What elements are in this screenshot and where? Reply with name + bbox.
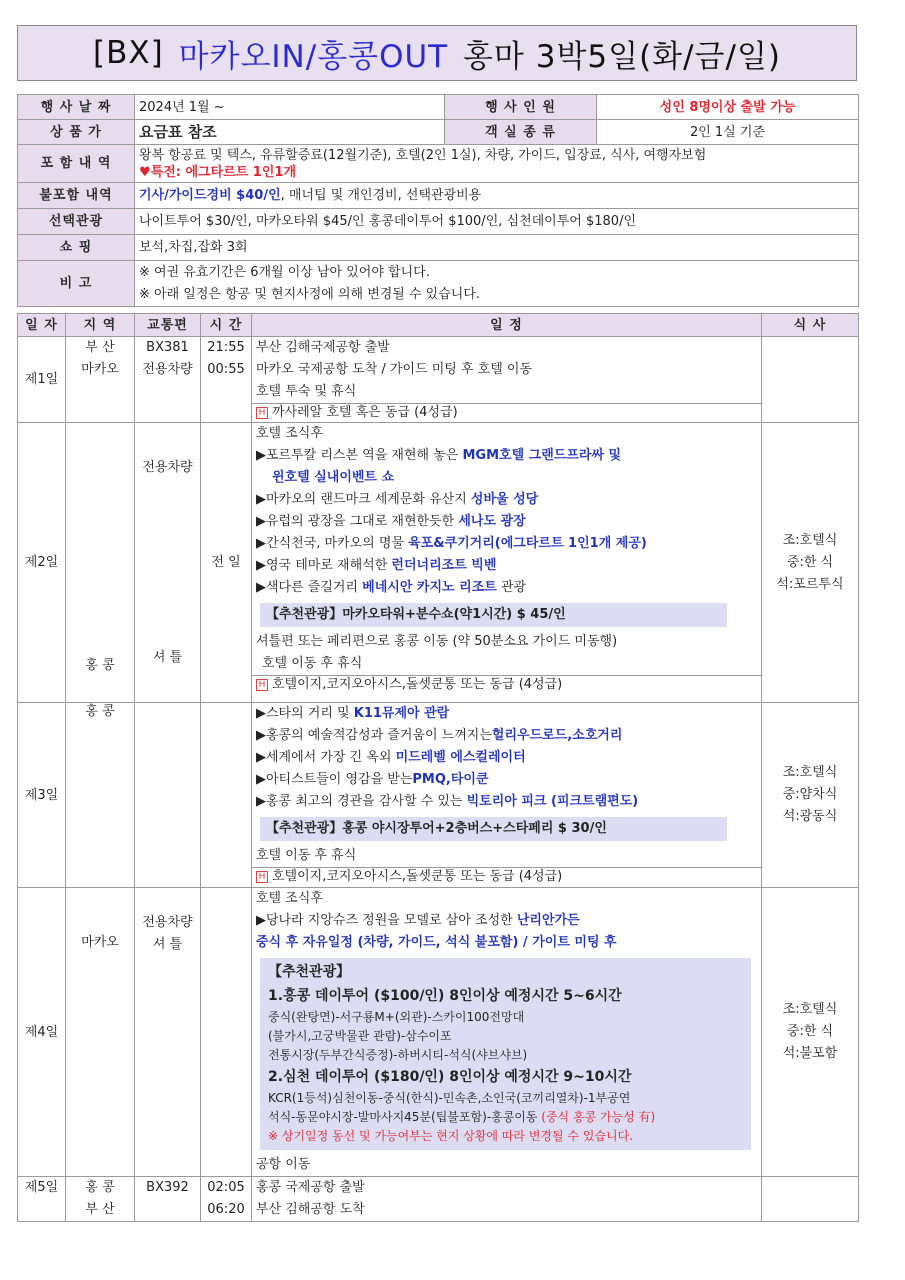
day-1-hotel-text: 까사레알 호텔 혹은 동급 (4성급) bbox=[272, 405, 458, 420]
day-4-breakfast: 조:호텔식 bbox=[782, 1002, 838, 1017]
day-4-rec-title: 【추천관광】 bbox=[268, 964, 351, 980]
day-2-line-2-text: ▶마카오의 랜드마크 세계문화 유산지 bbox=[256, 492, 471, 507]
day-5-place-1: 홍 콩 bbox=[85, 1180, 115, 1195]
day-2-line-5-hl: 런더너리조트 빅벤 bbox=[391, 558, 497, 573]
value-note bbox=[135, 261, 859, 307]
day-2-move: 셔틀편 또는 페리편으로 홍콩 이동 (약 50분소요 가이드 미동행) bbox=[256, 634, 618, 649]
day-3-meal bbox=[762, 703, 859, 888]
value-include bbox=[135, 145, 859, 183]
header-transport: 교통편 bbox=[135, 314, 201, 337]
day-5-time-2: 06:20 bbox=[207, 1202, 245, 1217]
day-4-rec-1a: 중식(완탕면)-서구룡M+(외관)-스카이100전망대 bbox=[268, 1010, 525, 1024]
day-1-flight: BX381 bbox=[146, 340, 189, 355]
day-4-transport bbox=[135, 888, 201, 1177]
day-1-line-1: 부산 김해국제공항 출발 bbox=[256, 340, 390, 355]
day-2-line-6-end: 관광 bbox=[496, 580, 527, 595]
note-2: ※ 아래 일정은 항공 및 현지사정에 의해 변경될 수 있습니다. bbox=[139, 286, 481, 302]
day-5-line-2: 부산 김해공항 도착 bbox=[256, 1202, 365, 1217]
day-3-line-5-text: ▶홍콩 최고의 경관을 감사할 수 있는 bbox=[256, 794, 467, 809]
day-2-line-6 bbox=[256, 577, 757, 599]
day-2-lunch: 중:한 식 bbox=[786, 554, 834, 570]
exclude-fee: 기사/가이드경비 $40/인 bbox=[139, 188, 281, 203]
day-2-line-3-text: ▶유럽의 광장을 그대로 재현한듯한 bbox=[256, 514, 459, 529]
label-exclude: 불포함 내역 bbox=[18, 183, 135, 209]
label-include: 포 함 내 역 bbox=[18, 145, 135, 183]
day-4-rec-1: 1.홍콩 데이투어 ($100/인) 8인이상 예정시간 5~6시간 bbox=[268, 988, 622, 1004]
day-3-line-1-hl: K11뮤제아 관람 bbox=[353, 706, 450, 721]
day-1-meal bbox=[762, 337, 859, 423]
day-4-recommend bbox=[260, 958, 751, 1150]
day-4-lunch: 중:한 식 bbox=[786, 1024, 834, 1039]
header-time: 시 간 bbox=[201, 314, 252, 337]
day-4-line-2: 중식 후 자유일정 (차량, 가이드, 석식 불포함) / 가이트 미팅 후 bbox=[256, 935, 617, 950]
day-2-row bbox=[18, 423, 859, 703]
day-5-label: 제5일 bbox=[18, 1177, 66, 1222]
day-2-line-5 bbox=[256, 555, 757, 577]
value-people: 성인 8명이상 출발 가능 bbox=[597, 95, 859, 120]
day-3-breakfast: 조:호텔식 bbox=[782, 765, 838, 780]
day-3-line-1-text: ▶스타의 거리 및 bbox=[256, 706, 354, 721]
day-2-recommend: 【추천관광】마카오타워+분수쇼(약1시간) $ 45/인 bbox=[260, 603, 727, 627]
day-2-line-2 bbox=[256, 489, 757, 511]
day-4-rec-1c: 전통시장(두부간식증정)-하버시티-석식(샤브샤브) bbox=[268, 1048, 528, 1062]
day-3-line-3-text: ▶세계에서 가장 긴 옥외 bbox=[256, 750, 396, 765]
value-room: 2인 1실 기준 bbox=[597, 120, 859, 145]
day-3-line-2-hl: 헐리우드로드,소호거리 bbox=[491, 728, 623, 743]
day-2-line-6-text: ▶색다른 즐길거리 bbox=[256, 580, 363, 595]
day-5-line-1: 홍콩 국제공항 출발 bbox=[256, 1180, 365, 1195]
day-1-label: 제1일 bbox=[18, 337, 66, 423]
day-1-row bbox=[18, 337, 859, 423]
day-3-line-2-text: ▶홍콩의 예술적감성과 즐거움이 느껴지는 bbox=[256, 728, 492, 743]
day-2-meal bbox=[762, 423, 859, 703]
day-3-line-4-hl: PMQ,타이쿤 bbox=[412, 772, 489, 787]
day-3-line-3 bbox=[256, 747, 757, 769]
day-4-time bbox=[201, 888, 252, 1177]
day-3-label: 제3일 bbox=[18, 703, 66, 888]
value-price: 요금표 참조 bbox=[135, 120, 445, 145]
day-5-flight: BX392 bbox=[146, 1180, 189, 1195]
day-4-place: 마카오 bbox=[66, 888, 135, 1177]
page-title bbox=[17, 25, 857, 81]
day-5-times bbox=[201, 1177, 252, 1222]
day-4-rec-note: ※ 상기일정 동선 및 가능여부는 현지 상황에 따라 변경될 수 있습니다. bbox=[268, 1129, 633, 1143]
day-1-hotel bbox=[252, 403, 761, 422]
day-2-line-6-hl: 베네시안 카지노 리조트 bbox=[362, 580, 497, 595]
day-2-line-2-hl: 성바울 성당 bbox=[470, 492, 539, 507]
day-5-schedule bbox=[252, 1177, 762, 1222]
day-1-time-1: 21:55 bbox=[207, 340, 245, 355]
day-4-label: 제4일 bbox=[18, 888, 66, 1177]
day-3-transport bbox=[135, 703, 201, 888]
day-1-place-1: 부 산 bbox=[85, 340, 115, 355]
header-place: 지 역 bbox=[66, 314, 135, 337]
day-2-line-1-hl: MGM호텔 그랜드프라싸 및 bbox=[462, 448, 622, 463]
day-2-label: 제2일 bbox=[18, 423, 66, 703]
label-room: 객 실 종 류 bbox=[445, 120, 597, 145]
day-2-schedule bbox=[252, 423, 762, 703]
day-3-line-5 bbox=[256, 791, 757, 813]
day-3-dinner: 석:광동식 bbox=[782, 809, 838, 824]
label-price: 상 품 가 bbox=[18, 120, 135, 145]
day-5-time-1: 02:05 bbox=[207, 1180, 245, 1195]
day-3-hotel bbox=[252, 867, 761, 886]
day-2-intro: 호텔 조식후 bbox=[256, 426, 323, 441]
day-4-vehicle: 전용차량 bbox=[142, 915, 193, 930]
day-1-time-2: 00:55 bbox=[207, 362, 245, 377]
day-2-line-4-text: ▶간식천국, 마카오의 명물 bbox=[256, 536, 409, 551]
day-3-line-3-hl: 미드레벨 에스컬레이터 bbox=[395, 750, 526, 765]
day-3-time bbox=[201, 703, 252, 888]
day-3-schedule bbox=[252, 703, 762, 888]
day-4-rec-2b-note: (중식 홍콩 가능성 有) bbox=[541, 1110, 656, 1124]
day-2-move-2: 호텔 이동 후 휴식 bbox=[262, 656, 363, 671]
day-2-breakfast: 조:호텔식 bbox=[782, 532, 838, 548]
day-1-schedule bbox=[252, 337, 762, 423]
day-2-transport bbox=[135, 423, 201, 703]
day-1-places bbox=[66, 337, 135, 423]
day-1-vehicle: 전용차량 bbox=[142, 362, 193, 377]
title-product: 홍마 3박5일(화/금/일) bbox=[462, 38, 781, 75]
hotel-icon: H bbox=[256, 407, 268, 419]
day-5-places bbox=[66, 1177, 135, 1222]
label-people: 행 사 인 원 bbox=[445, 95, 597, 120]
day-1-line-2: 마카오 국제공항 도착 / 가이드 미팅 후 호텔 이동 bbox=[256, 362, 533, 377]
day-3-line-4-text: ▶아티스트들이 영감을 받는 bbox=[256, 772, 413, 787]
day-3-line-4 bbox=[256, 769, 757, 791]
day-4-rec-2: 2.심천 데이투어 ($180/인) 8인이상 예정시간 9~10시간 bbox=[268, 1069, 632, 1085]
day-1-place-2: 마카오 bbox=[81, 362, 119, 377]
day-4-line-1 bbox=[256, 910, 757, 932]
title-route: 마카오IN/홍콩OUT bbox=[178, 38, 449, 75]
day-3-hotel-text: 호텔이지,코지오아시스,돌셋쿤통 또는 동급 (4성급) bbox=[272, 869, 563, 884]
day-2-hotel-text: 호텔이지,코지오아시스,돌셋쿤통 또는 동급 (4성급) bbox=[272, 677, 563, 692]
day-3-row bbox=[18, 703, 859, 888]
day-2-line-1-text: ▶포르투칼 리스본 역을 재현해 놓은 bbox=[256, 448, 463, 463]
day-2-line-4-hl: 육포&쿠기거리(에그타르트 1인1개 제공) bbox=[408, 536, 647, 551]
header-schedule: 일 정 bbox=[252, 314, 762, 337]
title-code: [BX] bbox=[93, 35, 164, 71]
label-date: 행 사 날 짜 bbox=[18, 95, 135, 120]
value-shopping: 보석,차집,잡화 3회 bbox=[135, 235, 859, 261]
info-table bbox=[17, 94, 859, 307]
schedule-table bbox=[17, 313, 859, 1222]
day-3-lunch: 중:얌차식 bbox=[782, 787, 838, 802]
day-4-rec-2a: KCR(1등석)심천이동-중식(한식)-민속촌,소인국(코끼리열차)-1부공연 bbox=[268, 1091, 631, 1105]
day-2-line-3 bbox=[256, 511, 757, 533]
day-4-rec-2b-text: 석식-동문야시장-발마사지45분(팁불포함)-홍콩이동 bbox=[268, 1110, 542, 1124]
day-1-times bbox=[201, 337, 252, 423]
value-optional: 나이트투어 $30/인, 마카오타워 $45/인 홍콩데이투어 $100/인, 심천데이투어 $180/인 bbox=[135, 209, 859, 235]
day-3-line-2 bbox=[256, 725, 757, 747]
day-5-place-2: 부 산 bbox=[85, 1202, 115, 1217]
hotel-icon: H bbox=[256, 679, 268, 691]
day-5-transport bbox=[135, 1177, 201, 1222]
day-4-shuttle: 셔 틀 bbox=[152, 937, 183, 952]
header-day: 일 자 bbox=[18, 314, 66, 337]
note-1: ※ 여권 유효기간은 6개월 이상 남아 있어야 합니다. bbox=[139, 264, 430, 280]
label-note: 비 고 bbox=[18, 261, 135, 307]
day-2-place: 홍 콩 bbox=[66, 423, 135, 703]
day-4-dinner: 석:불포함 bbox=[782, 1046, 838, 1061]
exclude-rest: , 매너팁 및 개인경비, 선택관광비용 bbox=[280, 188, 482, 203]
value-date: 2024년 1월 ~ bbox=[135, 95, 445, 120]
label-optional: 선택관광 bbox=[18, 209, 135, 235]
day-4-schedule bbox=[252, 888, 762, 1177]
hotel-icon: H bbox=[256, 871, 268, 883]
value-exclude bbox=[135, 183, 859, 209]
day-4-rec-1b: (불가시,고궁박물관 관람)-삼수이포 bbox=[268, 1029, 452, 1043]
day-4-line-1-hl: 난리안가든 bbox=[516, 913, 580, 928]
day-4-line-1-text: ▶당나라 지앙슈즈 정원을 모델로 삼아 조성한 bbox=[256, 913, 517, 928]
header-meal: 식 사 bbox=[762, 314, 859, 337]
label-shopping: 쇼 핑 bbox=[18, 235, 135, 261]
day-4-meal bbox=[762, 888, 859, 1177]
day-3-line-5-hl: 빅토리아 피크 (피크트램편도) bbox=[466, 794, 639, 809]
day-2-vehicle: 전용차량 bbox=[142, 460, 193, 475]
day-5-meal bbox=[762, 1177, 859, 1222]
day-2-line-1c: 윈호텔 실내이벤트 쇼 bbox=[272, 470, 395, 485]
day-1-transport bbox=[135, 337, 201, 423]
day-4-intro: 호텔 조식후 bbox=[256, 891, 323, 906]
day-1-line-3: 호텔 투숙 및 휴식 bbox=[256, 384, 357, 399]
include-special: ♥특전: 에그타르트 1인1개 bbox=[139, 164, 297, 180]
day-4-row bbox=[18, 888, 859, 1177]
include-text: 왕복 항공료 및 텍스, 유류할증료(12월기준), 호텔(2인 1실), 차량, 가이드, 입장료, 식사, 여행자보험 bbox=[139, 147, 707, 163]
day-4-rec-2b bbox=[268, 1108, 743, 1127]
day-3-line-1 bbox=[256, 703, 757, 725]
day-3-move: 호텔 이동 후 휴식 bbox=[256, 848, 357, 863]
day-2-line-4 bbox=[256, 533, 757, 555]
day-2-line-5-text: ▶영국 테마로 재해석한 bbox=[256, 558, 392, 573]
day-2-dinner: 석:포르투식 bbox=[776, 576, 844, 592]
day-2-line-1 bbox=[256, 445, 757, 467]
day-3-recommend: 【추천관광】홍콩 야시장투어+2층버스+스타페리 $ 30/인 bbox=[260, 817, 727, 841]
day-3-place: 홍 콩 bbox=[66, 703, 135, 888]
day-2-hotel bbox=[252, 675, 761, 694]
day-2-shuttle: 셔 틀 bbox=[152, 650, 183, 665]
day-4-end: 공항 이동 bbox=[256, 1157, 311, 1172]
day-2-time: 전 일 bbox=[201, 423, 252, 703]
day-5-row bbox=[18, 1177, 859, 1222]
day-2-line-3-hl: 세나도 광장 bbox=[458, 514, 526, 529]
